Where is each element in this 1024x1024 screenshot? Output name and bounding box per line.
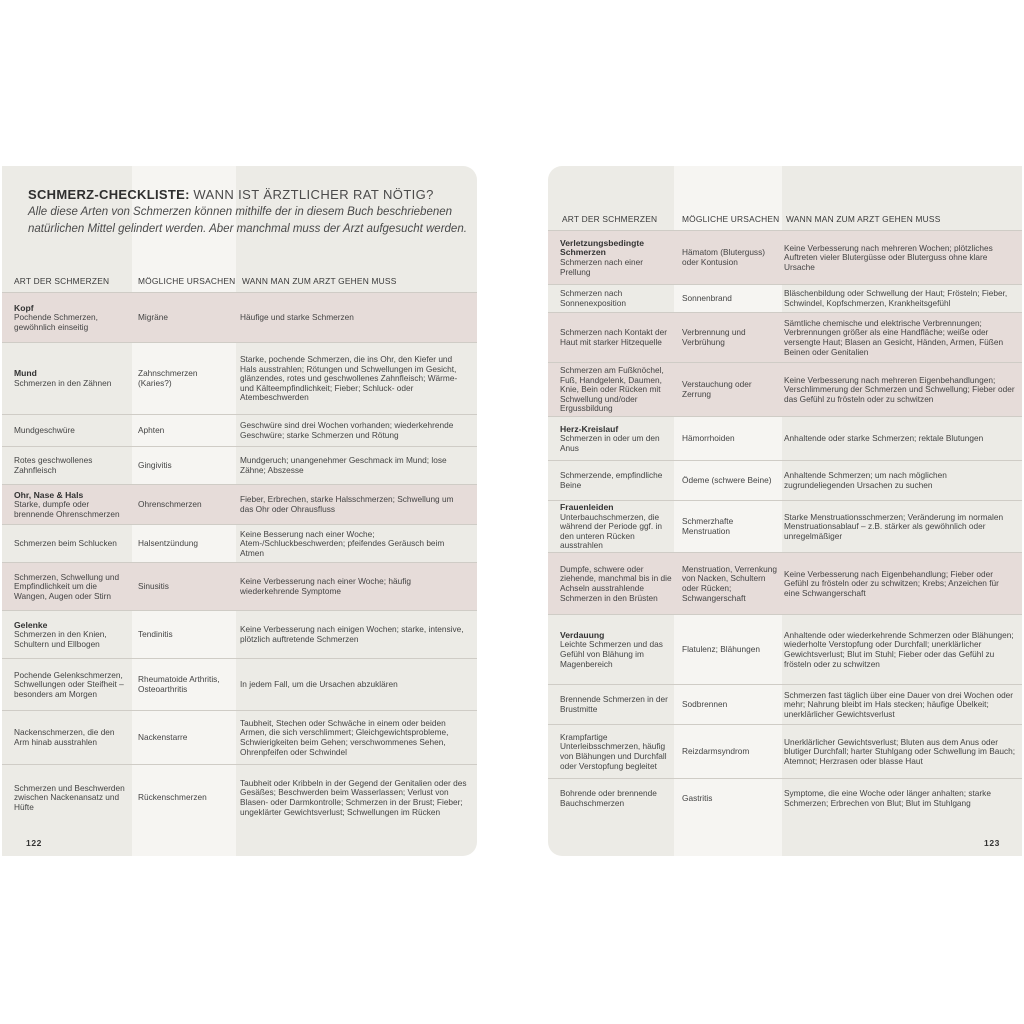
- possible-cause: Sinusitis: [138, 581, 169, 592]
- category-heading: Frauenleiden: [560, 502, 614, 513]
- when-to-see-doctor: Bläschenbildung oder Schwellung der Haut; Frösteln; Fieber, Schwindel, Kopfschmerzen, Krankheitsgefühl: [784, 288, 1008, 308]
- header-art: ART DER SCHMERZEN: [562, 214, 658, 224]
- pain-type: Leichte Schmerzen und das Gefühl von Blähung im Magenbereich: [560, 639, 663, 669]
- title-rest: WANN IST ÄRZTLICHER RAT NÖTIG?: [193, 187, 434, 202]
- cell-art: [14, 293, 134, 343]
- table-row: [548, 312, 1022, 363]
- when-to-see-doctor: Häufige und starke Schmerzen: [240, 312, 354, 323]
- cell-wann: [784, 313, 1020, 363]
- possible-cause: Rückenschmerzen: [138, 792, 207, 803]
- pain-type: Pochende Gelenkschmerzen, Schwellungen oder Steifheit – besonders am Morgen: [14, 669, 124, 699]
- cell-ursache: [138, 611, 236, 659]
- possible-cause: Sodbrennen: [682, 699, 728, 710]
- cell-art: [560, 553, 676, 615]
- when-to-see-doctor: Sämtliche chemische und elektrische Verbrennungen; Verbrennungen größer als eine Handfläche; weiße oder versengte Haut; Blasen an Gesicht, Händen, Armen, Füßen Beinen oder Genitalien: [784, 317, 1004, 357]
- cell-ursache: [682, 779, 784, 819]
- category-heading: Mund: [14, 368, 37, 379]
- cell-ursache: [138, 563, 236, 611]
- pain-type: Schmerzen nach Kontakt der Haut mit starker Hitzequelle: [560, 327, 667, 347]
- when-to-see-doctor: Starke Menstruationsschmerzen; Veränderung im normalen Menstruationsablauf – z.B. stärker als gewöhnlich oder unregelmäßiger: [784, 511, 1004, 541]
- possible-cause: Schmerzhafte Menstruation: [682, 516, 734, 536]
- possible-cause: Reizdarmsyndrom: [682, 746, 750, 757]
- cell-art: [560, 725, 676, 779]
- cell-wann: [784, 615, 1020, 685]
- when-to-see-doctor: Schmerzen fast täglich über eine Dauer von drei Wochen oder mehr; Nahrung bleibt im Hals stecken; häufige Übelkeit; unerklärlicher Gewichtsverlust: [784, 689, 1014, 719]
- cell-art: [14, 343, 134, 415]
- table-row: [548, 724, 1022, 779]
- category-heading: Herz-Kreislauf: [560, 423, 619, 434]
- table-row: [548, 778, 1022, 819]
- cell-ursache: [682, 553, 784, 615]
- cell-art: [14, 711, 134, 765]
- cell-wann: [784, 685, 1020, 725]
- pain-type: Unterbauchschmerzen, die während der Periode ggf. in den unteren Rücken ausstrahlen: [560, 511, 662, 551]
- pain-type: Schmerzen nach einer Prellung: [560, 257, 644, 277]
- cell-art: [14, 415, 134, 447]
- cell-art: [560, 417, 676, 461]
- cell-wann: [240, 447, 472, 485]
- table-row: [548, 362, 1022, 417]
- possible-cause: Verbrennung und Verbrühung: [682, 327, 746, 347]
- category-heading: Kopf: [14, 302, 34, 313]
- pain-type: Schmerzen beim Schlucken: [14, 538, 117, 549]
- table-row: [2, 292, 477, 343]
- header-ursache: MÖGLICHE URSACHEN: [682, 214, 780, 224]
- when-to-see-doctor: Anhaltende oder starke Schmerzen; rektale Blutungen: [784, 433, 984, 444]
- cell-art: [14, 485, 134, 525]
- title-bold: SCHMERZ-CHECKLISTE:: [28, 187, 190, 202]
- possible-cause: Gastritis: [682, 793, 713, 804]
- header-wann: WANN MAN ZUM ARZT GEHEN MUSS: [242, 276, 397, 286]
- cell-art: [560, 231, 676, 285]
- pain-type: Brennende Schmerzen in der Brustmitte: [560, 694, 668, 714]
- table-row: [548, 416, 1022, 461]
- cell-ursache: [138, 525, 236, 563]
- table-row: [548, 614, 1022, 685]
- when-to-see-doctor: Symptome, die eine Woche oder länger anhalten; starke Schmerzen; Erbrechen von Blut; Blut im Stuhlgang: [784, 788, 991, 808]
- cell-art: [560, 363, 676, 417]
- page-title: [28, 186, 468, 238]
- cell-wann: [240, 293, 472, 343]
- cell-wann: [240, 765, 472, 831]
- cell-ursache: [138, 765, 236, 831]
- table-row: [2, 414, 477, 447]
- table-row: [2, 446, 477, 485]
- cell-ursache: [682, 615, 784, 685]
- possible-cause: Migräne: [138, 312, 168, 323]
- cell-ursache: [682, 285, 784, 313]
- right-page: [548, 166, 1022, 856]
- when-to-see-doctor: Keine Verbesserung nach einigen Wochen; starke, intensive, plötzlich auftretende Schmerzen: [240, 624, 464, 644]
- possible-cause: Menstruation, Verrenkung von Nacken, Schultern oder Rücken; Schwangerschaft: [682, 563, 778, 603]
- possible-cause: Sonnenbrand: [682, 293, 732, 304]
- when-to-see-doctor: Keine Verbesserung nach einer Woche; häufig wiederkehrende Symptome: [240, 576, 411, 596]
- cell-wann: [240, 525, 472, 563]
- when-to-see-doctor: Unerklärlicher Gewichtsverlust; Bluten aus dem Anus oder blutiger Durchfall; harter Stuhlgang oder Schwellung im Bauch; Atemnot; Herzrasen oder blasse Haut: [784, 736, 1016, 766]
- possible-cause: Nackenstarre: [138, 732, 188, 743]
- cell-ursache: [138, 711, 236, 765]
- table-row: [2, 524, 477, 563]
- cell-ursache: [138, 343, 236, 415]
- cell-wann: [240, 485, 472, 525]
- cell-wann: [240, 415, 472, 447]
- table-row: [2, 710, 477, 765]
- when-to-see-doctor: Starke, pochende Schmerzen, die ins Ohr, den Kiefer und Hals ausstrahlen; Rötungen und Schwellungen im Gesicht, glänzendes, rotes und geschwollenes Zahnfleisch; Wärme- und Kälteempfindlichkeit; Fieber; Schluck- oder Atembeschwerden: [240, 354, 458, 403]
- left-page: [2, 166, 477, 856]
- when-to-see-doctor: Geschwüre sind drei Wochen vorhanden; wiederkehrende Geschwüre; starke Schmerzen und Rötung: [240, 420, 454, 440]
- possible-cause: Rheumatoide Arthritis, Osteoarthritis: [138, 674, 220, 694]
- possible-cause: Zahnschmerzen (Karies?): [138, 368, 198, 388]
- cell-art: [560, 461, 676, 501]
- category-heading: Verletzungsbedingte Schmerzen: [560, 237, 645, 258]
- cell-wann: [240, 711, 472, 765]
- cell-ursache: [138, 293, 236, 343]
- cell-wann: [784, 363, 1020, 417]
- possible-cause: Ohrenschmerzen: [138, 499, 202, 510]
- pain-type: Krampfartige Unterleibsschmerzen, häufig von Blähungen und Durchfall oder Verstopfung begleitet: [560, 731, 667, 771]
- cell-ursache: [682, 313, 784, 363]
- possible-cause: Flatulenz; Blähungen: [682, 644, 760, 655]
- cell-art: [14, 447, 134, 485]
- cell-wann: [784, 779, 1020, 819]
- cell-art: [14, 563, 134, 611]
- cell-wann: [784, 417, 1020, 461]
- cell-art: [14, 525, 134, 563]
- cell-ursache: [682, 501, 784, 553]
- when-to-see-doctor: Keine Verbesserung nach mehreren Eigenbehandlungen; Verschlimmerung der Schmerzen und Schwellung; Fieber oder das Gefühl zu frösteln oder zu schwitzen: [784, 374, 1015, 404]
- when-to-see-doctor: Keine Besserung nach einer Woche; Atem-/Schluckbeschwerden; pfeifendes Geräusch beim Atmen: [240, 528, 445, 558]
- pain-type: Schmerzen, Schwellung und Empfindlichkeit um die Wangen, Augen oder Stirn: [14, 571, 120, 601]
- cell-art: [560, 501, 676, 553]
- cell-ursache: [682, 461, 784, 501]
- table-row: [2, 610, 477, 659]
- when-to-see-doctor: Taubheit, Stechen oder Schwäche in einem oder beiden Armen, die sich verschlimmert; Gleichgewichtsprobleme, Schwierigkeiten beim Gehen; verschwommenes Sehen, Ohrenpfeifen oder Schwindel: [240, 717, 449, 757]
- when-to-see-doctor: Keine Verbesserung nach mehreren Wochen; plötzliches Auftreten vieler Blutergüsse oder Bluterguss ohne klare Ursache: [784, 242, 993, 272]
- pain-type: Bohrende oder brennende Bauchschmerzen: [560, 788, 657, 808]
- table-row: [548, 230, 1022, 285]
- possible-cause: Verstauchung oder Zerrung: [682, 379, 752, 399]
- table-row: [2, 658, 477, 711]
- page-number: 122: [26, 838, 42, 848]
- pain-type: Schmerzen und Beschwerden zwischen Nackenansatz und Hüfte: [14, 782, 125, 812]
- table-row: [548, 460, 1022, 501]
- cell-art: [560, 615, 676, 685]
- pain-type: Rotes geschwollenes Zahnfleisch: [14, 455, 93, 475]
- cell-art: [560, 779, 676, 819]
- pain-type: Schmerzen in den Knien, Schultern und Ellbogen: [14, 629, 107, 649]
- cell-wann: [240, 659, 472, 711]
- possible-cause: Halsentzündung: [138, 538, 198, 549]
- pain-type: Schmerzen am Fußknöchel, Fuß, Handgelenk, Daumen, Knie, Bein oder Rücken mit Schwellung und/oder Ergussbildung: [560, 365, 664, 414]
- intro-text: Alle diese Arten von Schmerzen können mithilfe der in diesem Buch beschriebenen natürlichen Mittel gelindert werden. Aber manchmal muss der Arzt aufgesucht werden.: [28, 206, 467, 235]
- table-row: [548, 552, 1022, 615]
- cell-art: [560, 285, 676, 313]
- table-row: [2, 562, 477, 611]
- cell-ursache: [138, 485, 236, 525]
- cell-art: [560, 685, 676, 725]
- pain-type: Schmerzen in den Zähnen: [14, 378, 112, 388]
- possible-cause: Gingivitis: [138, 460, 172, 471]
- cell-ursache: [682, 685, 784, 725]
- pain-type: Mundgeschwüre: [14, 425, 75, 436]
- category-heading: Verdauung: [560, 629, 605, 640]
- cell-art: [560, 313, 676, 363]
- cell-ursache: [682, 363, 784, 417]
- when-to-see-doctor: Anhaltende Schmerzen; um nach möglichen zugrundeliegenden Ursachen zu suchen: [784, 470, 947, 490]
- header-ursache: MÖGLICHE URSACHEN: [138, 276, 236, 286]
- cell-ursache: [682, 231, 784, 285]
- when-to-see-doctor: Keine Verbesserung nach Eigenbehandlung; Fieber oder Gefühl zu frösteln oder zu schwitzen; Krebs; Anzeichen für eine Schwangerschaft: [784, 568, 999, 598]
- cell-wann: [240, 343, 472, 415]
- category-heading: Gelenke: [14, 619, 48, 630]
- pain-type: Pochende Schmerzen, gewöhnlich einseitig: [14, 312, 98, 332]
- cell-wann: [784, 725, 1020, 779]
- when-to-see-doctor: Anhaltende oder wiederkehrende Schmerzen oder Blähungen; wiederholte Verstopfung oder Durchfall; unerklärlicher Gewichtsverlust; Blut im Stuhl; Fieber oder das Gefühl zu frösteln oder zu schwitzen: [784, 629, 1014, 669]
- header-wann: WANN MAN ZUM ARZT GEHEN MUSS: [786, 214, 941, 224]
- cell-ursache: [138, 447, 236, 485]
- pain-type: Dumpfe, schwere oder ziehende, manchmal bis in die Achseln ausstrahlende Schmerzen in den Brüsten: [560, 563, 672, 603]
- cell-wann: [784, 501, 1020, 553]
- possible-cause: Tendinitis: [138, 629, 173, 640]
- table-row: [2, 342, 477, 415]
- cell-art: [14, 659, 134, 711]
- when-to-see-doctor: In jedem Fall, um die Ursachen abzuklären: [240, 679, 398, 690]
- cell-ursache: [682, 725, 784, 779]
- pain-type: Schmerzende, empfindliche Beine: [560, 470, 663, 490]
- table-row: [548, 500, 1022, 553]
- when-to-see-doctor: Taubheit oder Kribbeln in der Gegend der Genitalien oder des Gesäßes; Beschwerden beim Wasserlassen; Verlust von Blasen- oder Darmkontrolle; Schmerzen in der Brust; Fieber; ungeklärter Gewichtsverlust; Schwellungen im Rücken: [240, 777, 467, 817]
- possible-cause: Ödeme (schwere Beine): [682, 475, 772, 486]
- header-art: ART DER SCHMERZEN: [14, 276, 110, 286]
- cell-wann: [784, 461, 1020, 501]
- page-number: 123: [984, 838, 1000, 848]
- when-to-see-doctor: Mundgeruch; unangenehmer Geschmack im Mund; lose Zähne; Abszesse: [240, 455, 447, 475]
- table-row: [548, 684, 1022, 725]
- cell-ursache: [138, 415, 236, 447]
- cell-wann: [784, 285, 1020, 313]
- when-to-see-doctor: Fieber, Erbrechen, starke Halsschmerzen; Schwellung um das Ohr oder Ohrausfluss: [240, 494, 454, 514]
- pain-type: Nackenschmerzen, die den Arm hinab ausstrahlen: [14, 727, 115, 747]
- cell-wann: [240, 563, 472, 611]
- cell-ursache: [682, 417, 784, 461]
- pain-type: Schmerzen in oder um den Anus: [560, 433, 660, 453]
- table-row: [2, 484, 477, 525]
- cell-wann: [784, 553, 1020, 615]
- possible-cause: Aphten: [138, 425, 165, 436]
- cell-art: [14, 765, 134, 831]
- category-heading: Ohr, Nase & Hals: [14, 489, 84, 500]
- table-row: [548, 284, 1022, 313]
- possible-cause: Hämatom (Bluterguss) oder Kontusion: [682, 247, 765, 267]
- pain-type: Starke, dumpfe oder brennende Ohrenschmerzen: [14, 499, 120, 519]
- table-row: [2, 764, 477, 831]
- cell-wann: [784, 231, 1020, 285]
- cell-wann: [240, 611, 472, 659]
- cell-art: [14, 611, 134, 659]
- cell-ursache: [138, 659, 236, 711]
- possible-cause: Hämorrhoiden: [682, 433, 735, 444]
- pain-type: Schmerzen nach Sonnenexposition: [560, 288, 626, 308]
